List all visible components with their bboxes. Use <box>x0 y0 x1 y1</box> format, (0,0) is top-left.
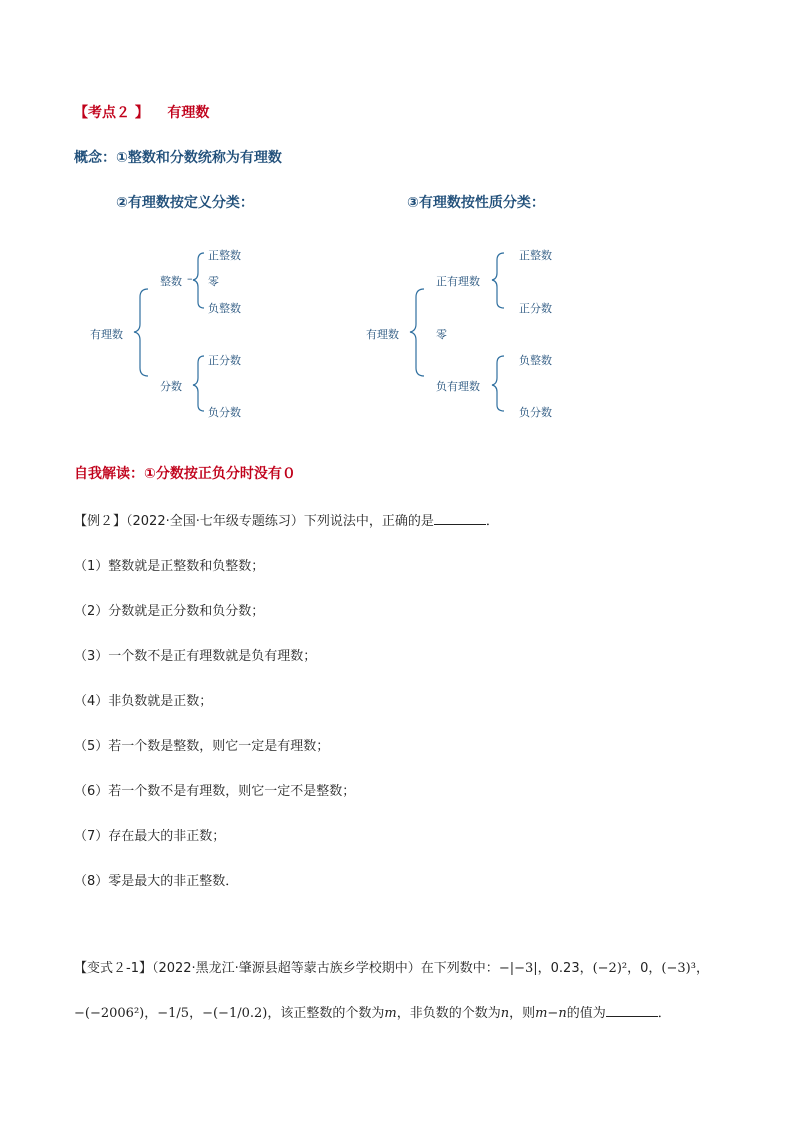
right-tree-zero: 零 <box>436 328 447 341</box>
math-neg2-squared: (−2)² <box>592 961 628 976</box>
right-root-brace <box>410 289 424 376</box>
concept-definition: 概念：①整数和分数统称为有理数 <box>74 150 282 166</box>
example2-question <box>74 510 499 529</box>
variant21-prefix: 【变式２-1】（2022·黑龙江·肇源县超等蒙古族乡学校期中）在下列数中： <box>74 961 499 976</box>
example2-suffix: ． <box>485 514 499 529</box>
example2-prefix: 【例２】（2022·全国·七年级专题练习）下列说法中，正确的是 <box>74 514 434 529</box>
example2-item-7: （7）存在最大的非正数； <box>74 829 226 844</box>
text-b: ，非负数的个数为 <box>396 1006 501 1021</box>
left-tree-zero: 零 <box>208 275 219 288</box>
left-tree-negative-fraction: 负分数 <box>208 406 241 419</box>
math-neg-one-fifth: −1/5 <box>157 1006 190 1021</box>
variant-answer-blank <box>606 1004 658 1017</box>
left-tree-dash: – <box>187 272 193 285</box>
example2-item-8: （8）零是最大的非正整数． <box>74 874 239 889</box>
variant21-line2 <box>74 1002 671 1021</box>
self-reading-note: 自我解读：①分数按正负分时没有０ <box>74 466 296 482</box>
right-tree-negative-fraction: 负分数 <box>519 406 552 419</box>
left-root-brace <box>134 289 148 376</box>
left-tree-positive-integer: 正整数 <box>208 249 241 262</box>
example2-item-6: （6）若一个数不是有理数，则它一定不是整数； <box>74 784 356 799</box>
left-fraction-brace <box>193 356 204 411</box>
math-neg-neg-fraction: −(−1/0.2) <box>202 1006 268 1021</box>
text-c: ，则 <box>509 1006 536 1021</box>
variant21-line1 <box>74 957 709 976</box>
property-classification-title: ③有理数按性质分类： <box>407 195 545 211</box>
right-tree-positive-rational: 正有理数 <box>436 275 480 288</box>
math-neg-neg2006sq: −(−2006²) <box>74 1006 145 1021</box>
math-abs-neg3: −|−3| <box>498 961 538 976</box>
example2-item-4: （4）非负数就是正数； <box>74 694 213 709</box>
kaodian-title: 有理数 <box>167 105 210 121</box>
example2-item-2: （2）分数就是正分数和负分数； <box>74 604 265 619</box>
right-negative-brace <box>492 356 504 411</box>
right-tree-positive-fraction: 正分数 <box>519 302 552 315</box>
right-tree-negative-rational: 负有理数 <box>436 380 480 393</box>
sep-1: ，0.23， <box>537 961 593 976</box>
right-positive-brace <box>492 253 504 308</box>
sep-3: ， <box>695 961 709 976</box>
left-tree-fraction: 分数 <box>160 380 182 393</box>
right-tree-positive-integer: 正整数 <box>519 249 552 262</box>
sep-5: ， <box>189 1006 203 1021</box>
sep-2: ，0， <box>627 961 662 976</box>
text-a: ，该正整数的个数为 <box>267 1006 385 1021</box>
left-integer-brace <box>193 253 204 308</box>
kaodian-label: 【考点２ 】 <box>74 105 149 121</box>
var-m: m <box>384 1006 397 1021</box>
example2-item-3: （3）一个数不是正有理数就是负有理数； <box>74 649 317 664</box>
definition-classification-title: ②有理数按定义分类： <box>116 195 254 211</box>
expr-m-minus-n: m−n <box>535 1006 567 1021</box>
right-tree-negative-integer: 负整数 <box>519 354 552 367</box>
right-tree-root: 有理数 <box>366 328 399 341</box>
example2-item-5: （5）若一个数是整数，则它一定是有理数； <box>74 739 330 754</box>
left-tree-negative-integer: 负整数 <box>208 302 241 315</box>
math-neg3-cubed: (−3)³ <box>661 961 696 976</box>
variant21-suffix: ． <box>657 1006 671 1021</box>
example2-item-1: （1）整数就是正整数和负整数； <box>74 559 265 574</box>
var-n: n <box>500 1006 510 1021</box>
left-tree-integer: 整数 <box>160 275 182 288</box>
left-tree-positive-fraction: 正分数 <box>208 354 241 367</box>
sep-4: ， <box>144 1006 158 1021</box>
text-d: 的值为 <box>566 1006 606 1021</box>
answer-blank <box>434 512 486 525</box>
left-tree-root: 有理数 <box>90 328 123 341</box>
